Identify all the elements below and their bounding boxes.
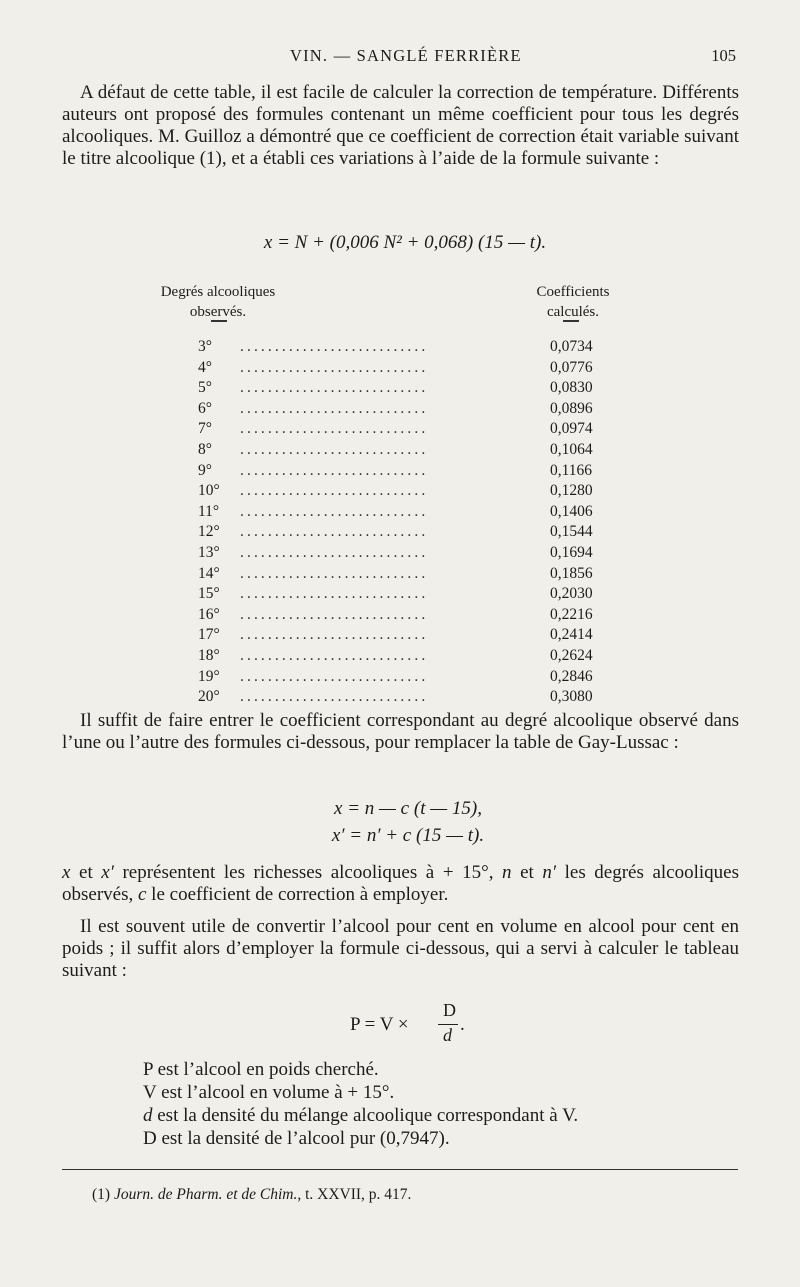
dot-leader: ........................... [240,626,429,644]
degree-cell: 4° [198,358,212,376]
degree-cell: 17° [198,626,220,644]
paragraph-usage: Il suffit de faire entrer le coefficient correspondant au degré alcoolique observé dans l’une ou l’autre des formules ci-dessous, pour remplacer la table de Gay-Lussac : [62,710,739,753]
dot-leader: ........................... [240,440,429,458]
table-row [0,626,800,647]
coefficient-cell: 0,1856 [550,564,593,582]
table-row [0,565,800,586]
definition-text: est la densité de l’alcool pur (0,7947). [161,1128,450,1149]
definition-symbol: D [143,1128,157,1149]
degree-cell: 7° [198,420,212,438]
table-row [0,462,800,483]
footnote-source: Journ. de Pharm. et de Chim. [113,1186,298,1203]
symbol-definitions [143,1058,703,1150]
dot-leader: ........................... [240,482,429,500]
footnote [92,1186,411,1204]
coefficient-cell: 0,0734 [550,338,593,355]
dot-leader: ........................... [240,564,429,582]
coefficient-cell: 0,0974 [550,420,593,438]
coefficient-cell: 0,2414 [550,626,593,644]
degree-cell: 19° [198,667,220,685]
dot-leader: ........................... [240,605,429,623]
weight-formula-end: . [460,1014,465,1035]
table-row [0,379,800,400]
column-header-degrees-line2: observés. [189,304,247,320]
weight-formula-numerator: D [443,1000,456,1020]
table-row [0,523,800,544]
table-row [0,503,800,524]
dot-leader: ........................... [240,379,429,397]
column-dash-right [563,320,579,322]
degree-cell: 13° [198,543,220,561]
page-number: 105 [711,46,736,65]
coefficient-cell: 0,1544 [550,523,593,541]
table-row [0,420,800,441]
degree-cell: 9° [198,461,212,479]
degree-cell: 11° [198,502,220,520]
definition-text: est la densité du mélange alcoolique correspondant à V. [157,1105,579,1126]
dot-leader: ........................... [240,543,429,561]
formula-x: x = n — c (t — 15), [334,798,482,819]
table-row [0,647,800,668]
degree-cell: 5° [198,379,212,397]
dot-leader: ........................... [240,420,429,438]
definition-symbol: d [143,1105,153,1126]
footnote-rest: , t. XXVII, p. 417. [297,1186,412,1203]
coefficient-cell: 0,1406 [550,502,593,520]
table-row [0,668,800,689]
dot-leader: ........................... [240,461,429,479]
definition-text: est l’alcool en poids cherché. [157,1059,379,1080]
coefficient-cell: 0,0776 [550,358,593,376]
table-row [0,441,800,462]
paragraph-intro: A défaut de cette table, il est facile de calculer la correction de température. Différents auteurs ont proposé des formules contenant un même coefficient pour tous les degrés alcooliques. M. Guilloz a démontré que ce coefficient de correction était variable suivant le titre alcoolique (1), et a établi ces variations à l’aide de la formule suivante : [62,82,739,169]
coefficient-cell: 0,1280 [550,482,593,500]
table-row [0,688,800,709]
dot-leader: ........................... [240,358,429,376]
table-row [0,544,800,565]
table-row [0,482,800,503]
column-header-coefficients-line2: calculés. [546,304,600,320]
paragraph-variables: x et x′ représentent les richesses alcooliques à + 15°, n et n′ les degrés alcooliques observés, c le coefficient de correction à employer. [62,862,739,905]
definition-symbol: P [143,1059,153,1080]
footnote-mark: (1) [92,1186,111,1203]
table-row [0,359,800,380]
degree-cell: 15° [198,585,220,603]
coefficient-table [0,338,800,709]
degree-cell: 10° [198,482,220,500]
degree-cell: 3° [198,338,212,355]
definition-line [143,1104,703,1127]
dot-leader: ........................... [240,667,429,685]
definition-line [143,1081,703,1104]
degree-cell: 20° [198,688,220,706]
table-row [0,338,800,359]
degree-cell: 12° [198,523,220,541]
coefficient-cell: 0,0830 [550,379,593,397]
paragraph-conversion: Il est souvent utile de convertir l’alcool pour cent en volume en alcool pour cent en poids ; il suffit alors d’employer la formule ci-dessous, qui a servi à calculer le tableau suivant : [62,916,739,981]
footnote-rule [62,1169,738,1170]
definition-symbol: V [143,1082,157,1103]
dot-leader: ........................... [240,646,429,664]
table-row [0,400,800,421]
column-header-degrees-line1: Degrés alcooliques [160,284,276,300]
definition-line [143,1127,703,1150]
degree-cell: 18° [198,646,220,664]
formula-x-prime: x′ = n′ + c (15 — t). [331,825,485,846]
degree-cell: 6° [198,399,212,417]
column-header-coefficients [520,282,626,322]
dot-leader: ........................... [240,338,429,355]
running-title: VIN. — SANGLÉ FERRIÈRE [290,46,522,65]
weight-formula-lhs: P = V × [350,1014,409,1035]
table-row [0,585,800,606]
column-header-coefficients-line1: Coefficients [536,284,610,300]
dot-leader: ........................... [240,502,429,520]
dot-leader: ........................... [240,523,429,541]
coefficient-cell: 0,0896 [550,399,593,417]
degree-cell: 14° [198,564,220,582]
coefficient-cell: 0,3080 [550,688,593,706]
coefficient-cell: 0,2030 [550,585,593,603]
coefficient-cell: 0,2846 [550,667,593,685]
column-dash-left [211,320,227,322]
weight-formula [350,1000,470,1060]
coefficient-cell: 0,1064 [550,440,593,458]
degree-cell: 8° [198,440,212,458]
degree-cell: 16° [198,605,220,623]
weight-formula-denominator: d [443,1025,452,1045]
dot-leader: ........................... [240,399,429,417]
definition-text: est l’alcool en volume à + 15°. [161,1082,395,1103]
column-header-degrees [150,282,286,322]
table-row [0,606,800,627]
dot-leader: ........................... [240,688,429,706]
page-header [0,46,800,72]
coefficient-cell: 0,2216 [550,605,593,623]
definition-line [143,1058,703,1081]
dot-leader: ........................... [240,585,429,603]
coefficient-cell: 0,1694 [550,543,593,561]
coefficient-cell: 0,1166 [550,461,593,479]
guilloz-formula: x = N + (0,006 N² + 0,068) (15 — t). [263,232,547,253]
coefficient-cell: 0,2624 [550,646,593,664]
